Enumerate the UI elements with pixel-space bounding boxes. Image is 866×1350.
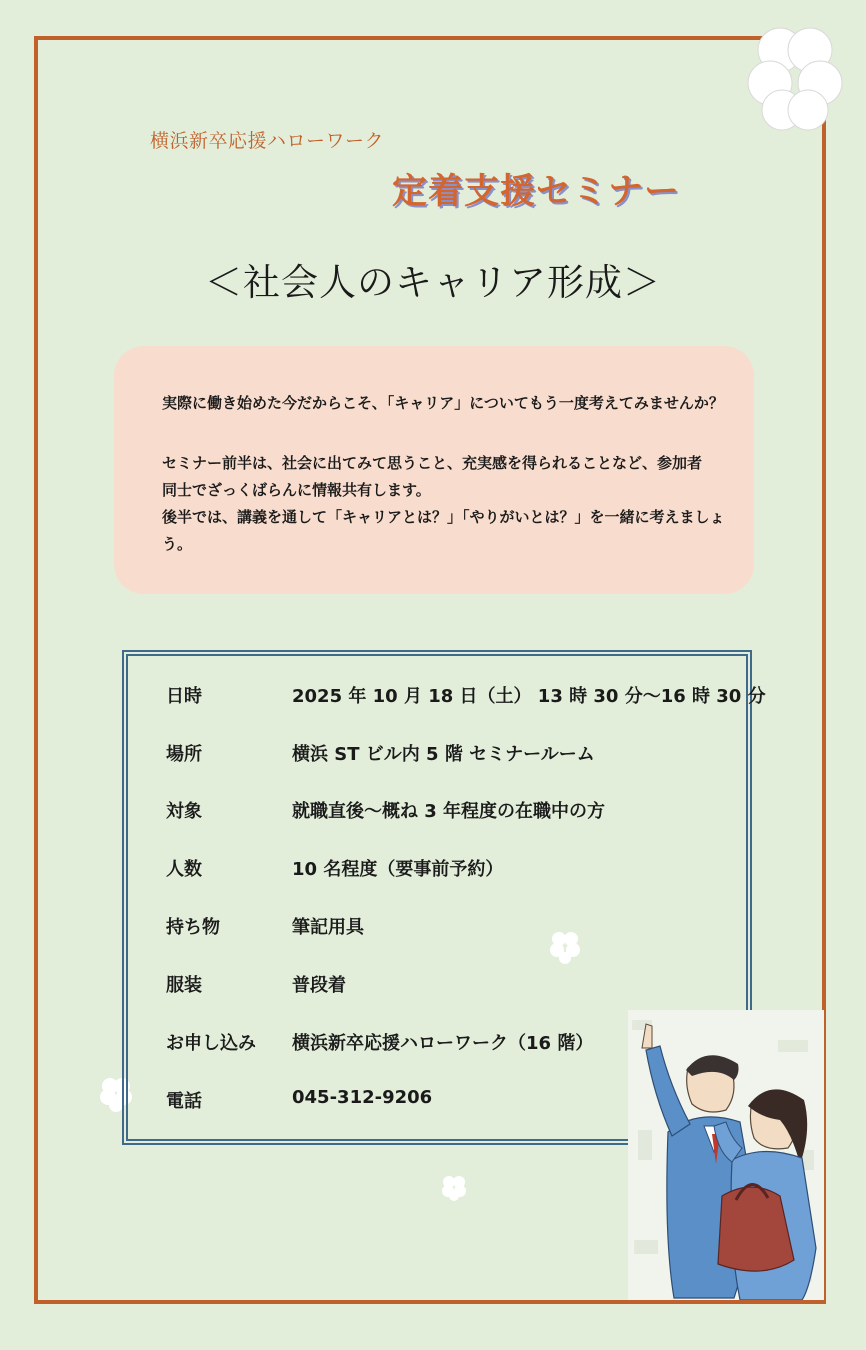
detail-label: 持ち物 [166, 917, 220, 938]
people-illustration [628, 1010, 824, 1300]
detail-label: お申し込み [166, 1033, 256, 1054]
detail-value: 横浜新卒応援ハローワーク（16 階） [292, 1033, 594, 1054]
detail-value: 045-312-9206 [292, 1087, 433, 1108]
detail-label: 場所 [166, 744, 202, 765]
intro-line: 実際に働き始めた今だからこそ、「キャリア」についてもう一度考えてみませんか？ [162, 394, 724, 412]
detail-value: 横浜 ST ビル内 5 階 セミナールーム [292, 744, 595, 765]
seminar-title: 定着支援セミナー [392, 172, 681, 212]
detail-value: 10 名程度（要事前予約） [292, 859, 504, 880]
detail-value: 普段着 [292, 975, 346, 996]
clover-icon [440, 1174, 468, 1202]
intro-line: 後半では、講義を通して「キャリアとは？」「やりがいとは？」を一緒に考えましょう。 [162, 508, 725, 553]
detail-label: 対象 [166, 801, 202, 822]
clover-icon-large [740, 18, 850, 138]
detail-value: 2025 年 10 月 18 日（土） 13 時 30 分～16 時 30 分 [292, 686, 766, 707]
detail-label: 日時 [166, 686, 202, 707]
intro-line: セミナー前半は、社会に出てみて思うこと、充実感を得られることなど、参加者 [162, 454, 703, 472]
detail-label: 人数 [166, 859, 202, 880]
detail-label: 服装 [166, 975, 202, 996]
intro-box [114, 346, 754, 594]
detail-value: 就職直後～概ね 3 年程度の在職中の方 [292, 801, 606, 822]
detail-value: 筆記用具 [292, 917, 364, 938]
intro-line: 同士でざっくばらんに情報共有します。 [162, 481, 431, 499]
organizer-name: 横浜新卒応援ハローワーク [150, 130, 385, 152]
seminar-subtitle: ＜社会人のキャリア形成＞ [205, 261, 661, 304]
detail-label: 電話 [166, 1091, 202, 1112]
